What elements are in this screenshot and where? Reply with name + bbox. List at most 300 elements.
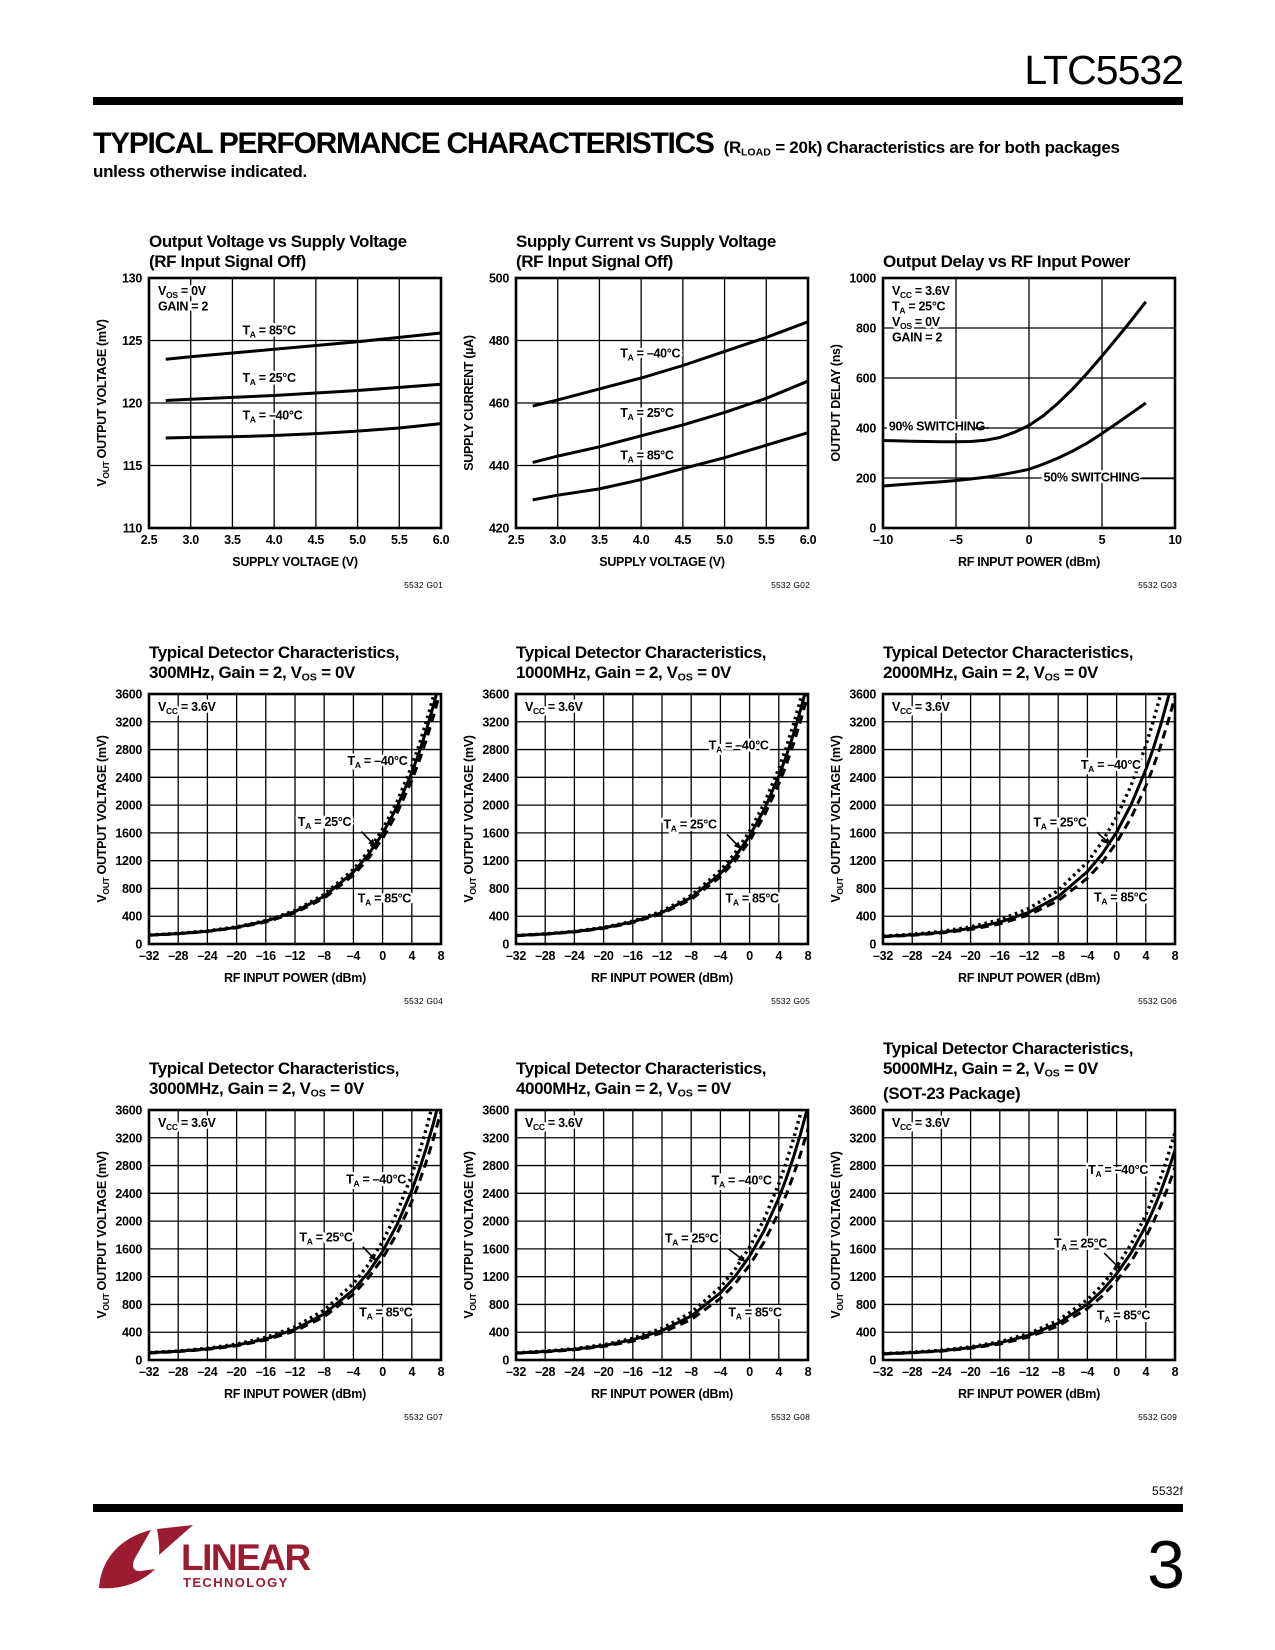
svg-text:0: 0 (1113, 949, 1120, 963)
svg-text:2800: 2800 (849, 1159, 876, 1174)
chart-title-line: Supply Current vs Supply Voltage (516, 232, 776, 251)
chart-id-label: 5532 G07 (404, 1412, 443, 1422)
svg-text:VOUT OUTPUT VOLTAGE (mV): $V_{OUT}$ OUTPUT VOLTAGE (mV) (462, 735, 478, 903)
svg-text:110: 110 (122, 521, 142, 536)
svg-text:800: 800 (856, 321, 876, 336)
svg-text:0: 0 (135, 937, 142, 952)
svg-text:TA = –40°C: $T_A = -40^\circ C$ (242, 408, 303, 425)
svg-text:1200: 1200 (849, 1270, 876, 1285)
charts-grid (93, 208, 1183, 1422)
svg-text:SUPPLY CURRENT (µA): SUPPLY CURRENT (µA) (462, 335, 476, 471)
plot-annotations (892, 700, 951, 716)
svg-text:400: 400 (856, 421, 876, 436)
svg-text:3600: 3600 (849, 688, 876, 702)
svg-text:460: 460 (489, 396, 509, 411)
svg-text:200: 200 (856, 471, 876, 486)
svg-text:8: 8 (804, 949, 812, 963)
section-heading (93, 127, 1183, 161)
chart-plot-svg (827, 688, 1183, 990)
chart-plot-svg (93, 272, 449, 574)
svg-text:400: 400 (856, 909, 876, 924)
svg-text:TA = –40°C: $T_A = -40^\circ C$ (346, 1172, 407, 1189)
svg-text:–20: –20 (226, 1365, 247, 1379)
chart-title (93, 208, 449, 272)
chart-title-line: Output Delay vs RF Input Power (883, 252, 1130, 271)
svg-text:–8: –8 (317, 1365, 331, 1379)
svg-text:GAIN = 2: GAIN = 2 (892, 330, 943, 345)
svg-text:4: 4 (408, 949, 416, 963)
svg-text:420: 420 (489, 521, 509, 536)
svg-text:VOUT OUTPUT VOLTAGE (mV): $V_{OUT}$ OUTPUT VOLTAGE (mV) (462, 1151, 478, 1319)
svg-text:RF INPUT POWER (dBm): RF INPUT POWER (dBm) (591, 971, 733, 985)
svg-text:3200: 3200 (849, 715, 876, 730)
svg-text:0: 0 (1113, 1365, 1120, 1379)
chart-5532-g05 (460, 624, 816, 1006)
svg-text:–8: –8 (1051, 949, 1065, 963)
svg-text:–4: –4 (1080, 1365, 1095, 1379)
svg-text:TA = 25°C: $T_A = 25^\circ C$ (1053, 1236, 1108, 1253)
svg-text:3600: 3600 (115, 688, 142, 702)
curve-labels (299, 1173, 412, 1322)
page-footer (93, 1484, 1183, 1604)
svg-text:3200: 3200 (482, 715, 509, 730)
svg-text:115: 115 (122, 459, 142, 473)
svg-text:2000: 2000 (482, 1214, 509, 1229)
svg-text:–8: –8 (684, 1365, 698, 1379)
chart-title-line: 4000MHz, Gain = 2, VOS = 0V (516, 1079, 731, 1100)
svg-text:VCC = 3.6V: $V_{CC} = 3.6V$ (892, 700, 950, 716)
svg-text:2400: 2400 (849, 770, 876, 785)
svg-text:1600: 1600 (849, 826, 876, 841)
svg-text:VCC = 3.6V: $V_{CC} = 3.6V$ (525, 700, 583, 716)
svg-text:1200: 1200 (482, 1270, 509, 1285)
svg-text:RF INPUT POWER (dBm): RF INPUT POWER (dBm) (224, 1387, 366, 1401)
svg-text:–16: –16 (622, 1365, 643, 1379)
section-title: TYPICAL PERFORMANCE CHARACTERISTICS (93, 127, 714, 160)
page-number: 3 (1147, 1527, 1183, 1604)
svg-text:–4: –4 (346, 1365, 361, 1379)
svg-text:–32: –32 (139, 1365, 159, 1379)
svg-text:2800: 2800 (482, 1159, 509, 1174)
svg-text:2000: 2000 (115, 798, 142, 813)
svg-text:4: 4 (1142, 949, 1150, 963)
svg-text:–32: –32 (139, 949, 159, 963)
svg-text:4.0: 4.0 (265, 533, 283, 547)
svg-text:0: 0 (502, 937, 509, 952)
chart-5532-g09 (827, 1040, 1183, 1422)
svg-text:–4: –4 (1080, 949, 1095, 963)
grid (516, 278, 808, 528)
svg-text:3200: 3200 (849, 1131, 876, 1146)
curve-labels (620, 347, 680, 465)
curve-labels (242, 323, 302, 424)
svg-text:TA = –40°C: $T_A = -40^\circ C$ (1080, 758, 1141, 774)
chart-plot-svg (93, 1104, 449, 1406)
svg-text:–8: –8 (1051, 1365, 1065, 1379)
svg-text:RF INPUT POWER (dBm): RF INPUT POWER (dBm) (591, 1387, 733, 1401)
svg-text:2000: 2000 (849, 798, 876, 813)
chart-id-label: 5532 G02 (771, 580, 810, 590)
svg-text:TA = 25°C: $T_A = 25^\circ C$ (892, 299, 946, 316)
svg-text:800: 800 (856, 1297, 876, 1312)
tick-labels (849, 688, 1178, 963)
svg-text:OUTPUT DELAY (ns): OUTPUT DELAY (ns) (829, 344, 843, 462)
chart-title (460, 624, 816, 688)
svg-text:VOS = 0V: $V_{OS} = 0V$ (158, 284, 206, 300)
svg-text:–12: –12 (285, 1365, 305, 1379)
svg-text:RF INPUT POWER (dBm): RF INPUT POWER (dBm) (224, 971, 366, 985)
svg-text:–10: –10 (873, 533, 893, 547)
svg-text:VCC = 3.6V: $V_{CC} = 3.6V$ (158, 1116, 216, 1132)
svg-text:–16: –16 (255, 949, 276, 963)
svg-text:2.5: 2.5 (507, 533, 525, 547)
svg-text:TA = 85°C: $T_A = 85^\circ C$ (359, 1305, 413, 1322)
chart-title-line: 300MHz, Gain = 2, VOS = 0V (149, 663, 355, 684)
part-number: LTC5532 (1024, 47, 1183, 93)
chart-title-line: Typical Detector Characteristics, (149, 643, 400, 663)
footer-rule (93, 1504, 1183, 1512)
svg-text:480: 480 (489, 334, 509, 348)
svg-text:–28: –28 (902, 949, 923, 963)
svg-text:2.5: 2.5 (140, 533, 158, 547)
svg-text:2800: 2800 (482, 743, 509, 758)
svg-text:TA = 25°C: $T_A = 25^\circ C$ (297, 814, 352, 831)
svg-text:0: 0 (746, 1365, 753, 1379)
chart-title-line: Typical Detector Characteristics, (516, 1059, 767, 1079)
svg-text:1600: 1600 (849, 1242, 876, 1257)
grid (149, 694, 441, 944)
svg-text:–32: –32 (506, 949, 526, 963)
chart-title-line: 3000MHz, Gain = 2, VOS = 0V (149, 1079, 364, 1100)
svg-text:4.0: 4.0 (632, 533, 650, 547)
svg-text:4: 4 (408, 1365, 416, 1379)
grid (516, 1110, 808, 1360)
chart-title-line: (SOT-23 Package) (883, 1084, 1021, 1103)
svg-text:–28: –28 (168, 949, 189, 963)
chart-title (93, 1040, 449, 1104)
svg-text:0: 0 (869, 521, 876, 536)
plot-annotations (892, 1116, 951, 1132)
svg-text:5.0: 5.0 (716, 533, 733, 547)
chart-5532-g07 (93, 1040, 449, 1422)
svg-text:5.0: 5.0 (349, 533, 366, 547)
svg-text:0: 0 (746, 949, 753, 963)
chart-title-line: Output Voltage vs Supply Voltage (149, 232, 407, 251)
svg-text:4: 4 (775, 1365, 783, 1379)
svg-text:8: 8 (1171, 949, 1179, 963)
svg-text:–32: –32 (506, 1365, 526, 1379)
svg-text:VOUT OUTPUT VOLTAGE (mV): $V_{OUT}$ OUTPUT VOLTAGE (mV) (95, 735, 111, 903)
page-header (93, 0, 1183, 182)
tick-labels (115, 1104, 444, 1379)
chart-title-line: 2000MHz, Gain = 2, VOS = 0V (883, 663, 1098, 684)
chart-id-label: 5532 G08 (771, 1412, 810, 1422)
footer-row (93, 1524, 1183, 1604)
svg-text:–24: –24 (564, 1365, 585, 1379)
chart-title-line: Typical Detector Characteristics, (149, 1059, 400, 1079)
svg-text:–20: –20 (226, 949, 247, 963)
chart-title (460, 1040, 816, 1104)
svg-text:0: 0 (379, 1365, 386, 1379)
svg-text:VOUT OUTPUT VOLTAGE (mV): $V_{OUT}$ OUTPUT VOLTAGE (mV) (829, 1151, 845, 1319)
svg-text:5.5: 5.5 (758, 533, 775, 547)
svg-text:TA = 85°C: $T_A = 85^\circ C$ (1096, 1308, 1151, 1325)
chart-5532-g02 (460, 208, 816, 590)
svg-text:–24: –24 (931, 949, 952, 963)
svg-text:4.5: 4.5 (674, 533, 692, 547)
chart-title (827, 1040, 1183, 1104)
svg-text:400: 400 (489, 1325, 509, 1340)
chart-title-line: (RF Input Signal Off) (516, 252, 673, 271)
chart-plot-svg (93, 688, 449, 990)
svg-text:TA = 85°C: $T_A = 85^\circ C$ (357, 891, 412, 908)
svg-text:SUPPLY VOLTAGE (V): SUPPLY VOLTAGE (V) (232, 555, 358, 569)
svg-text:TA = 25°C: $T_A = 25^\circ C$ (663, 817, 717, 834)
chart-title (460, 208, 816, 272)
svg-text:1000: 1000 (849, 272, 876, 286)
svg-text:TA = –40°C: $T_A = -40^\circ C$ (711, 1173, 772, 1190)
svg-text:–24: –24 (564, 949, 585, 963)
svg-text:–24: –24 (197, 1365, 218, 1379)
svg-text:TA = 25°C: $T_A = 25^\circ C$ (299, 1230, 353, 1247)
chart-plot-svg (460, 1104, 816, 1406)
svg-text:TA = 85°C: $T_A = 85^\circ C$ (728, 1305, 782, 1322)
svg-text:1200: 1200 (115, 1270, 142, 1285)
plot-annotations (158, 700, 217, 716)
svg-text:2800: 2800 (115, 743, 142, 758)
svg-text:–4: –4 (346, 949, 361, 963)
svg-text:TA = 85°C: $T_A = 85^\circ C$ (620, 448, 674, 465)
svg-text:4: 4 (1142, 1365, 1150, 1379)
svg-text:–16: –16 (622, 949, 643, 963)
chart-title-line: Typical Detector Characteristics, (883, 1039, 1134, 1059)
svg-text:–20: –20 (593, 949, 614, 963)
logo-sub-text: TECHNOLOGY (183, 1575, 289, 1590)
svg-text:8: 8 (437, 949, 445, 963)
svg-text:3200: 3200 (115, 715, 142, 730)
svg-text:2000: 2000 (482, 798, 509, 813)
svg-text:–20: –20 (960, 1365, 981, 1379)
svg-text:2400: 2400 (482, 770, 509, 785)
plot-annotations (525, 1116, 584, 1132)
svg-text:–12: –12 (285, 949, 305, 963)
grid (149, 1110, 441, 1360)
series-curves (883, 299, 1146, 486)
svg-text:2000: 2000 (115, 1214, 142, 1229)
chart-id-label: 5532 G01 (404, 580, 443, 590)
svg-text:TA = 25°C: $T_A = 25^\circ C$ (242, 370, 296, 387)
svg-text:2400: 2400 (482, 1186, 509, 1201)
chart-title-line: 5000MHz, Gain = 2, VOS = 0V (883, 1059, 1098, 1080)
chart-5532-g04 (93, 624, 449, 1006)
svg-text:TA = –40°C: $T_A = -40^\circ C$ (620, 346, 681, 363)
chart-title-line: Typical Detector Characteristics, (516, 643, 767, 663)
svg-text:SUPPLY VOLTAGE (V): SUPPLY VOLTAGE (V) (599, 555, 725, 569)
svg-text:1600: 1600 (482, 826, 509, 841)
svg-text:400: 400 (489, 909, 509, 924)
svg-text:400: 400 (122, 909, 142, 924)
svg-text:440: 440 (489, 459, 509, 473)
svg-text:3.5: 3.5 (224, 533, 241, 547)
grid (883, 694, 1175, 944)
svg-text:0: 0 (502, 1353, 509, 1368)
chart-5532-g06 (827, 624, 1183, 1006)
chart-title-line: Typical Detector Characteristics, (883, 643, 1134, 663)
svg-text:125: 125 (122, 334, 142, 348)
curve-labels (889, 420, 1175, 485)
svg-text:RF INPUT POWER (dBm): RF INPUT POWER (dBm) (958, 1387, 1100, 1401)
header-rule (93, 97, 1183, 105)
svg-text:–24: –24 (931, 1365, 952, 1379)
svg-text:–12: –12 (1019, 949, 1039, 963)
chart-id-label: 5532 G05 (771, 996, 810, 1006)
svg-text:3.5: 3.5 (591, 533, 608, 547)
doc-code: 5532f (1151, 1484, 1183, 1498)
svg-text:TA = 25°C: $T_A = 25^\circ C$ (1033, 815, 1087, 832)
chart-5532-g01 (93, 208, 449, 590)
svg-text:800: 800 (856, 881, 876, 896)
svg-text:1200: 1200 (849, 854, 876, 869)
svg-text:TA = 85°C: $T_A = 85^\circ C$ (725, 891, 779, 908)
chart-title (827, 208, 1183, 272)
chart-plot-svg (827, 1104, 1183, 1406)
svg-text:TA = –40°C: $T_A = -40^\circ C$ (708, 738, 769, 755)
chart-title-line: (RF Input Signal Off) (149, 252, 306, 271)
svg-text:VOUT OUTPUT VOLTAGE (mV): $V_{OUT}$ OUTPUT VOLTAGE (mV) (829, 735, 845, 903)
chart-title (827, 624, 1183, 688)
svg-text:–32: –32 (873, 1365, 893, 1379)
svg-text:–16: –16 (989, 1365, 1010, 1379)
svg-text:3600: 3600 (849, 1104, 876, 1118)
svg-text:–4: –4 (713, 1365, 728, 1379)
chart-title-line: 1000MHz, Gain = 2, VOS = 0V (516, 663, 731, 684)
svg-text:800: 800 (489, 1297, 509, 1312)
svg-text:1600: 1600 (115, 1242, 142, 1257)
svg-text:90% SWITCHING: 90% SWITCHING (888, 419, 985, 434)
plot-annotations (158, 1116, 217, 1132)
svg-text:–24: –24 (197, 949, 218, 963)
svg-text:4: 4 (775, 949, 783, 963)
svg-text:800: 800 (489, 881, 509, 896)
tick-labels (115, 688, 444, 963)
svg-text:–4: –4 (713, 949, 728, 963)
svg-text:GAIN = 2: GAIN = 2 (158, 299, 209, 314)
svg-text:400: 400 (856, 1325, 876, 1340)
svg-text:3600: 3600 (482, 688, 509, 702)
chart-id-label: 5532 G06 (1138, 996, 1177, 1006)
chart-title (93, 624, 449, 688)
plot-annotations (892, 284, 951, 345)
svg-text:8: 8 (804, 1365, 812, 1379)
svg-text:0: 0 (379, 949, 386, 963)
svg-text:130: 130 (122, 272, 142, 286)
svg-text:TA = 25°C: $T_A = 25^\circ C$ (664, 1231, 719, 1248)
section-note-line2: unless otherwise indicated. (93, 162, 307, 181)
svg-text:5.5: 5.5 (391, 533, 408, 547)
svg-text:–8: –8 (684, 949, 698, 963)
tick-labels (482, 688, 811, 963)
linear-technology-logo (93, 1524, 311, 1594)
svg-text:10: 10 (1168, 533, 1182, 547)
svg-text:–32: –32 (873, 949, 893, 963)
svg-text:–28: –28 (168, 1365, 189, 1379)
svg-text:400: 400 (122, 1325, 142, 1340)
svg-text:2000: 2000 (849, 1214, 876, 1229)
svg-text:6.0: 6.0 (799, 533, 816, 547)
svg-text:500: 500 (489, 272, 509, 286)
svg-text:600: 600 (856, 371, 876, 386)
svg-text:–20: –20 (593, 1365, 614, 1379)
svg-text:RF INPUT POWER (dBm): RF INPUT POWER (dBm) (958, 555, 1100, 569)
svg-text:800: 800 (122, 1297, 142, 1312)
svg-text:VCC = 3.6V: $V_{CC} = 3.6V$ (158, 700, 216, 716)
svg-text:3.0: 3.0 (549, 533, 566, 547)
svg-text:TA = 85°C: $T_A = 85^\circ C$ (242, 323, 296, 340)
svg-text:–5: –5 (949, 533, 963, 547)
svg-text:VCC = 3.6V: $V_{CC} = 3.6V$ (525, 1116, 583, 1132)
svg-text:–28: –28 (902, 1365, 923, 1379)
svg-text:1600: 1600 (115, 826, 142, 841)
plot-annotations (525, 700, 584, 716)
svg-text:2800: 2800 (115, 1159, 142, 1174)
svg-text:RF INPUT POWER (dBm): RF INPUT POWER (dBm) (958, 971, 1100, 985)
svg-text:VOS = 0V: $V_{OS} = 0V$ (892, 315, 940, 331)
svg-text:8: 8 (437, 1365, 445, 1379)
chart-plot-svg (460, 688, 816, 990)
svg-text:–16: –16 (255, 1365, 276, 1379)
svg-text:6.0: 6.0 (432, 533, 449, 547)
svg-text:0: 0 (135, 1353, 142, 1368)
grid (516, 694, 808, 944)
svg-text:VOUT OUTPUT VOLTAGE (mV): $V_{OUT}$ OUTPUT VOLTAGE (mV) (95, 1151, 111, 1319)
svg-text:VCC = 3.6V: $V_{CC} = 3.6V$ (892, 284, 950, 300)
chart-plot-svg (827, 272, 1183, 574)
logo-brand-text: LINEAR (181, 1537, 310, 1578)
chart-id-label: 5532 G03 (1138, 580, 1177, 590)
svg-text:0: 0 (1025, 533, 1033, 547)
svg-text:4.5: 4.5 (307, 533, 325, 547)
grid (149, 278, 441, 528)
chart-5532-g03 (827, 208, 1183, 590)
svg-text:1200: 1200 (482, 854, 509, 869)
svg-text:5: 5 (1098, 533, 1106, 547)
svg-text:TA = 25°C: $T_A = 25^\circ C$ (620, 406, 674, 423)
svg-text:3600: 3600 (115, 1104, 142, 1118)
chart-id-label: 5532 G04 (404, 996, 443, 1006)
svg-text:TA = –40°C: $T_A = -40^\circ C$ (347, 753, 408, 770)
svg-text:VCC = 3.6V: $V_{CC} = 3.6V$ (892, 1116, 950, 1132)
svg-text:TA = 85°C: $T_A = 85^\circ C$ (1093, 890, 1148, 907)
curve-labels (665, 1173, 782, 1321)
chart-5532-g08 (460, 1040, 816, 1422)
svg-text:TA = –40°C: $T_A = -40^\circ C$ (1088, 1162, 1149, 1179)
section-note: (RLOAD = 20k) Characteristics are for both packages (723, 138, 1120, 159)
svg-text:1600: 1600 (482, 1242, 509, 1257)
svg-text:50% SWITCHING: 50% SWITCHING (1043, 470, 1140, 485)
svg-text:–12: –12 (652, 949, 672, 963)
svg-text:2400: 2400 (115, 1186, 142, 1201)
svg-text:0: 0 (869, 1353, 876, 1368)
svg-text:3.0: 3.0 (182, 533, 199, 547)
svg-text:2400: 2400 (115, 770, 142, 785)
svg-text:–8: –8 (317, 949, 331, 963)
svg-text:–12: –12 (1019, 1365, 1039, 1379)
svg-text:8: 8 (1171, 1365, 1179, 1379)
svg-text:2800: 2800 (849, 743, 876, 758)
svg-text:3600: 3600 (482, 1104, 509, 1118)
chart-id-label: 5532 G09 (1138, 1412, 1177, 1422)
chart-plot-svg (460, 272, 816, 574)
